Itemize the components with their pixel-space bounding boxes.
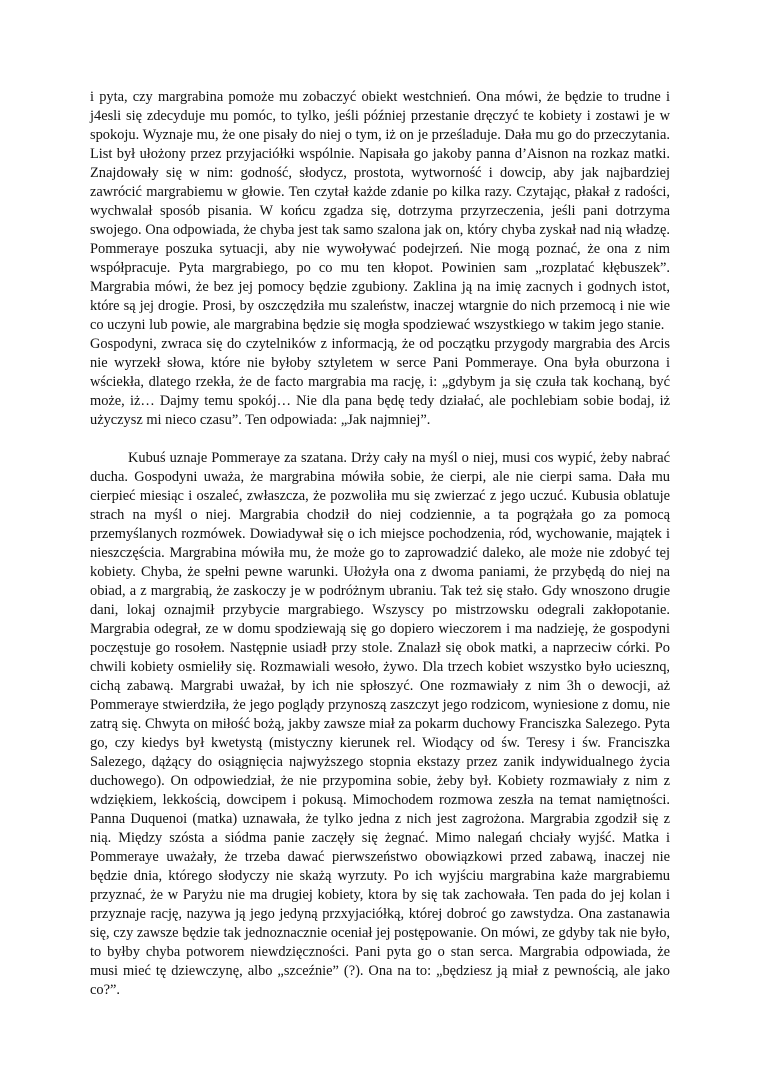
paragraph-3: Kubuś uznaje Pommeraye za szatana. Drży cały na myśl o niej, musi cos wypić, żeby nabrać ducha. Gospodyni uważa, że margrabina mówiła sobie, że cierpi, ale nie cierpi sama. Dała mu cierpieć miesiąc i oszaleć, zwłaszcza, że pozwoliła mu się zwierzać z jego uczuć. Kubusia oblatuje strach na myśl o niej. Margrabia chodził do niej codziennie, a ta pogrążała go za pomocą przemyślanych rozmówek. Dowiadywał się o ich miejsce pochodzenia, ród, wychowanie, majątek i nieszczęścia. Margrabina mówiła mu, że może go to zaprowadzić daleko, ale może nie zdobyć tej kobiety. Chyba, że spełni pewne warunki. Ułożyła ona z dwoma paniami, że przybędą do niej na obiad, a z margrabią, że zaskoczy je w podróżnym ubraniu. Tak też się stało. Gdy wnoszono drugie dani, lokaj oznajmił przybycie margrabiego. Wszyscy po mistrzowsku odegrali zakłopotanie. Margrabia odegrał, ze w domu spodziewają się go dopiero wieczorem i ma nadzieję, że gospodyni poczęstuje go rosołem. Następnie usiadł przy stole. Znalazł się obok matki, a naprzeciw córki. Po chwili kobiety osmieliły się. Rozmawiali wesoło, żywo. Dla trzech kobiet wszystko było uciesznq, cichą zabawą. Margrabi uważał, by ich nie spłoszyć. One rozmawiały z nim 3h o dewocji, aż Pommeraye stwierdziła, że jego poglądy przynoszą zaszczyt jego rodzicom, wyniesione z domu, nie zatrą się. Chwyta on miłość bożą, jakby zawsze miał za pokarm duchowy Franciszka Salezego. Pyta go, czy kiedys był kwetystą (mistyczny kierunek rel. Wiodący od św. Teresy i św. Franciszka Salezego, dążący do osiągnięcia najwyższego stopnia ekstazy przez zanik indywidualnego życia duchowego). On odpowiedział, że nie przypomina sobie, żeby był. Kobiety rozmawiały z nim z wdziękiem, lekkością, dowcipem i pokusą. Mimochodem rozmowa zeszła na temat namiętności. Panna Duquenoi (matka) uznawała, że tylko jedna z nich jest zagrożona. Margrabia zgodził się z nią. Między szósta a siódma panie zaczęły się żegnać. Mimo nalegań chciały wyjść. Matka i Pommeraye uważały, że trzeba dawać pierwszeństwo obowiązkowi przed zabawą, inaczej nie będzie dnia, którego słodyczy nie skażą wyrzuty. Po ich wyjściu margrabina każe margrabiemu przyznać, że w Paryżu nie ma drugiej kobiety, ktora by się tak zachowała. Ten pada do jej kolan i przyznaje rację, nazywa ją jego jedyną przxyjaciółką, której dobroć go zawstydza. Ona zastanawia się, czy zawsze będzie tak jednoznacznie oceniał jej postępowanie. On mówi, ze gdyby tak nie było, to byłby chyba potworem niewdzięczności. Pani pyta go o stan serca. Margrabia odpowiada, że musi mieć tę dziewczynę, albo „szceźnie” (?). Ona na to: „będziesz ją miał z pewnością, ale jako co?”. [90,450,670,998]
paragraph-spacer [90,430,670,449]
document-page [90,88,670,1000]
paragraph-1: i pyta, czy margrabina pomoże mu zobaczyć obiekt westchnień. Ona mówi, że będzie to trudne i j4esli się zdecyduje mu pomóc, to tylko, jeśli później przestanie dręczyć te kobiety i zostawi je w spokoju. Wyznaje mu, że one pisały do niej o tym, iż on je prześladuje. Dała mu go do przeczytania. List był ułożony przez przyjaciółki wspólnie. Napisała go jakoby panna d’Aisnon na rozkaz matki. Znajdowały się w nim: godność, słodycz, prostota, wytworność i dowcip, aby jak najbardziej zawrócić margrabiemu w głowie. Ten czytał każde zdanie po kilka razy. Czytając, płakał z radości, wychwalał sposób pisania. W końcu zgadza się, dotrzyma przyrzeczenia, jeśli pani dotrzyma swojego. Ona odpowiada, że chyba jest tak samo szalona jak on, który chyba zyskał nad nią władzę. Pommeraye poszuka sytuacji, aby nie wywoływać podejrzeń. Nie mogą poznać, że ona z nim współpracuje. Pyta margrabiego, po co mu ten kłopot. Powinien sam „rozplatać kłębuszek”. Margrabia mówi, że bez jej pomocy będzie zgubiony. Zaklina ją na imię zacnych i godnych istot, które są jej drogie. Prosi, by oszczędziła mu szaleństw, inaczej wtargnie do nich przemocą i nie wie co uczyni lub powie, ale margrabina będzie się mogła spodziewać wszystkiego w takim jego stanie. [90,89,670,333]
paragraph-2: Gospodyni, zwraca się do czytelników z informacją, że od początku przygody margrabia des Arcis nie wyrzekł słowa, które nie byłoby sztyletem w serce Pani Pommeraye. Ona była oburzona i wściekła, dlatego rzekła, że de facto margrabia ma rację, i: „gdybym ja się czuła tak kochaną, być może, iż… Dajmy temu spokój… Nie dla pana będę tedy działać, ale pochlebiam sobie bodaj, iż użyczysz mi nieco czasu”. Ten odpowiada: „Jak najmniej”. [90,336,670,428]
